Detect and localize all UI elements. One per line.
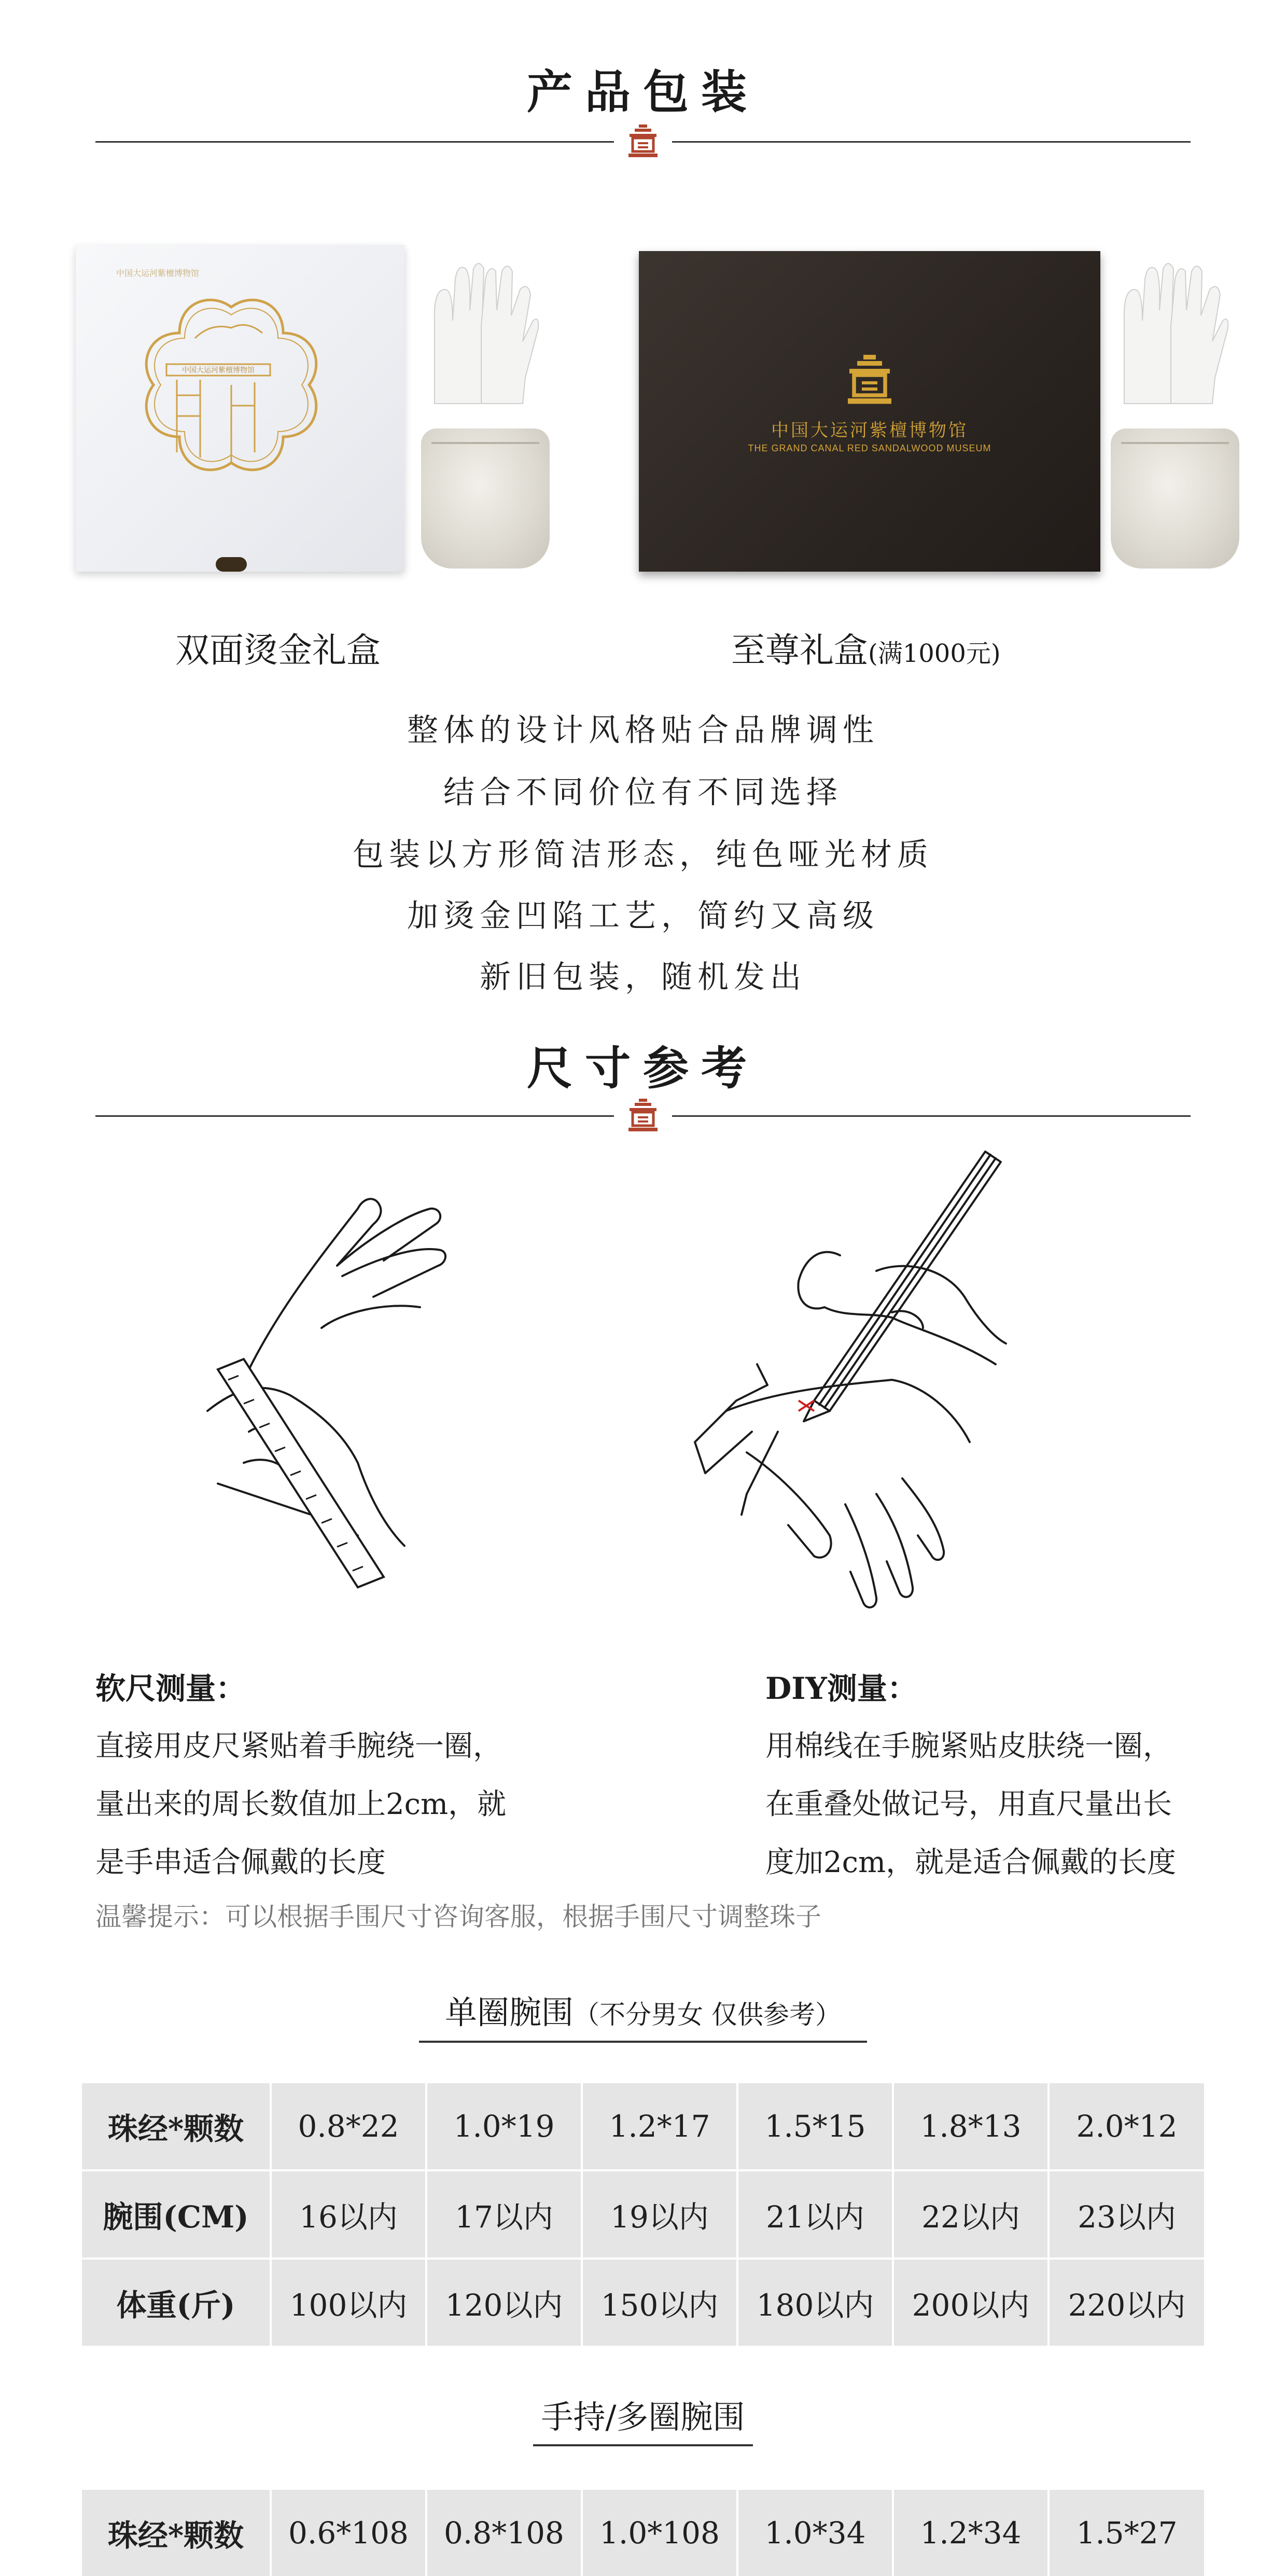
table-cell: 120以内	[426, 2259, 582, 2346]
gloves-image-right	[1114, 258, 1232, 409]
multi-table-title: 手持/多圈腕围	[541, 2398, 745, 2436]
diy-line-1: 用棉线在手腕紧贴皮肤绕一圈，	[765, 1729, 1172, 1763]
table-cell: 21以内	[737, 2170, 893, 2259]
title-divider-right	[672, 141, 1191, 143]
table-cell: 1.8*13	[893, 2083, 1049, 2170]
table-cell: 1.0*34	[737, 2490, 893, 2576]
table-row	[82, 2083, 1204, 2170]
table-cell: 19以内	[582, 2170, 737, 2259]
white-box-print-1: 中国大运河紫檀博物馆	[116, 269, 200, 278]
premium-box-caption-text: 至尊礼盒	[731, 630, 868, 670]
table-cell: 1.0*19	[426, 2083, 582, 2170]
white-box-caption: 双面烫金礼盒	[175, 630, 381, 670]
table-cell: 体重(斤)	[82, 2259, 271, 2346]
velvet-pouch-image-right	[1111, 428, 1239, 569]
premium-gift-box-image	[639, 251, 1100, 572]
table-cell: 2.0*12	[1049, 2083, 1204, 2170]
table-cell: 0.8*22	[271, 2083, 426, 2170]
table-cell: 1.0*108	[582, 2490, 737, 2576]
table-cell: 220以内	[1068, 2288, 1186, 2323]
table-cell: 180以内	[737, 2259, 893, 2346]
table-cell: 16以内	[271, 2170, 426, 2259]
table-cell: 22以内	[893, 2170, 1049, 2259]
dark-box-logo-en: THE GRAND CANAL RED SANDALWOOD MUSEUM	[748, 443, 991, 453]
white-gift-box-image	[76, 245, 404, 572]
multi-table-underline	[533, 2444, 753, 2446]
seal-icon	[627, 124, 659, 158]
dark-box-logo-cn: 中国大运河紫檀博物馆	[771, 420, 968, 441]
table-cell: 0.8*108	[426, 2490, 582, 2576]
table-row	[82, 2170, 1204, 2259]
gloves-image-left	[424, 258, 542, 409]
single-loop-size-table	[82, 2083, 1204, 2346]
single-table-note: （不分男女 仅供参考）	[574, 2000, 841, 2030]
soft-ruler-title: 软尺测量：	[95, 1671, 246, 1706]
diy-line-3: 度加2cm，就是适合佩戴的长度	[765, 1846, 1177, 1879]
single-table-title-text: 单圈腕围	[445, 1993, 574, 2031]
packaging-desc-line-1: 整体的设计风格贴合品牌调性	[407, 712, 879, 749]
museum-logo-icon	[846, 355, 893, 405]
multi-loop-size-table	[82, 2490, 1204, 2576]
velvet-pouch-image-left	[421, 428, 550, 569]
single-table-title	[0, 1987, 1286, 2033]
table-cell: 腕围(CM)	[82, 2170, 271, 2259]
pouch-drawstring-left	[431, 442, 539, 444]
table-cell: 1.5*15	[737, 2083, 893, 2170]
diy-line-2: 在重叠处做记号，用直尺量出长	[765, 1788, 1172, 1821]
table-cell: 150以内	[582, 2259, 737, 2346]
table-cell: 23以内	[1049, 2170, 1204, 2259]
size-divider-left	[95, 1115, 614, 1117]
soft-ruler-line-2: 量出来的周长数值加上2cm，就	[95, 1788, 507, 1821]
title-divider-left	[95, 141, 614, 143]
table-row	[82, 2490, 1204, 2576]
soft-ruler-illustration	[187, 1172, 477, 1598]
premium-box-caption	[731, 622, 1001, 672]
table-cell: 1.2*17	[582, 2083, 737, 2170]
diy-measure-illustration	[674, 1141, 1089, 1639]
table-cell: 1.5*27	[1076, 2515, 1178, 2551]
table-cell: 100以内	[271, 2259, 426, 2346]
tip-text: 温馨提示：可以根据手围尺寸咨询客服，根据手围尺寸调整珠子	[95, 1902, 821, 1932]
packaging-desc-line-2: 结合不同价位有不同选择	[443, 774, 843, 811]
table-cell: 1.2*34	[893, 2490, 1049, 2576]
packaging-section-title: 产品包装	[526, 65, 759, 119]
table-cell: 17以内	[426, 2170, 582, 2259]
seal-icon-2	[627, 1099, 659, 1132]
single-table-underline	[419, 2041, 867, 2043]
packaging-desc-line-5: 新旧包装，随机发出	[480, 959, 806, 995]
premium-box-caption-note: (满1000元)	[868, 639, 1001, 668]
pouch-drawstring-right	[1121, 442, 1229, 444]
table-cell: 0.6*108	[271, 2490, 426, 2576]
packaging-desc-line-3: 包装以方形简洁形态，纯色哑光材质	[353, 837, 933, 873]
packaging-desc-line-4: 加烫金凹陷工艺，简约又高级	[407, 898, 879, 934]
table-cell: 珠经*颗数	[82, 2490, 271, 2576]
white-box-print-2: 中国大运河紫檀博物馆	[182, 367, 255, 375]
size-section-title: 尺寸参考	[526, 1041, 759, 1095]
table-cell: 珠经*颗数	[82, 2083, 271, 2170]
soft-ruler-line-1: 直接用皮尺紧贴着手腕绕一圈，	[95, 1729, 502, 1763]
diy-title: DIY测量：	[765, 1671, 917, 1706]
table-cell: 200以内	[893, 2259, 1049, 2346]
table-row	[82, 2259, 1204, 2346]
size-divider-right	[672, 1115, 1191, 1117]
soft-ruler-line-3: 是手串适合佩戴的长度	[95, 1846, 386, 1879]
